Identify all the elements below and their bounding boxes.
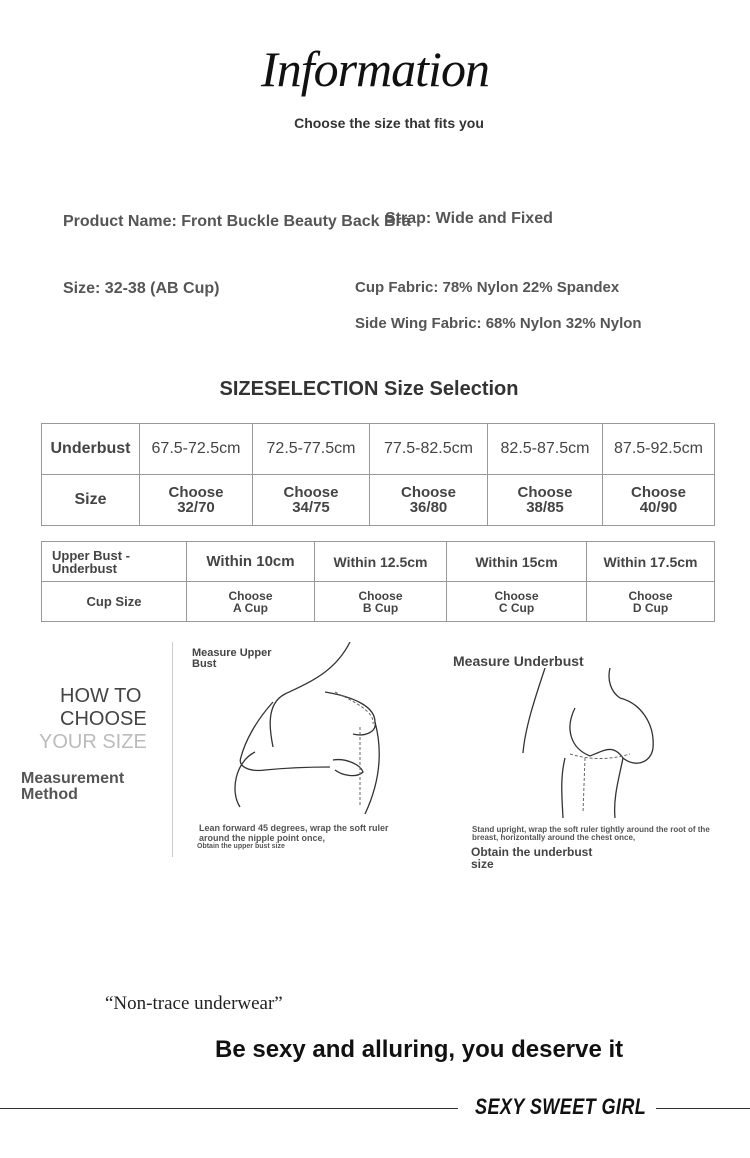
bust-difference: Within 17.5cm — [587, 542, 715, 582]
footer-line-right — [656, 1108, 750, 1109]
size-option-value: 40/90 — [639, 499, 678, 516]
divider — [172, 642, 173, 857]
quote: “Non-trace underwear” — [105, 993, 283, 1014]
underbust-range: 87.5-92.5cm — [603, 424, 715, 475]
cup-option-label: Choose — [628, 588, 673, 603]
size-row-header: Size — [42, 475, 140, 526]
cup-option-value: D Cup — [632, 600, 669, 615]
size-option-value: 34/75 — [292, 499, 330, 516]
cup-option-label: Choose — [228, 588, 273, 603]
size-option — [488, 475, 603, 526]
upper-bust-illustration — [225, 642, 405, 814]
bust-difference: Within 12.5cm — [315, 542, 447, 582]
size-option-value: 32/70 — [177, 499, 215, 516]
brand-name: SEXY SWEET GIRL — [475, 1094, 647, 1119]
size-option-value: 38/85 — [526, 499, 564, 516]
underbust-row-header: Underbust — [42, 424, 140, 475]
cup-option-value: C Cup — [498, 600, 535, 615]
cup-fabric: Cup Fabric: 78% Nylon 22% Spandex — [355, 279, 620, 296]
cup-option — [187, 582, 315, 622]
underbust-label: Measure Underbust — [453, 653, 584, 669]
upper-bust-note: Obtain the upper bust size — [197, 843, 285, 850]
size-option — [253, 475, 370, 526]
tagline: Be sexy and alluring, you deserve it — [215, 1036, 624, 1063]
upper-bust-label: Measure Upper Bust — [192, 647, 272, 670]
underbust-range: 82.5-87.5cm — [488, 424, 603, 475]
underbust-illustration — [515, 668, 675, 818]
size-option-label: Choose — [400, 484, 456, 501]
cup-option — [587, 582, 715, 622]
size-option-value: 36/80 — [409, 499, 448, 516]
size-option — [140, 475, 253, 526]
cup-option-label: Choose — [494, 588, 539, 603]
upper-bust-instruction: Lean forward 45 degrees, wrap the soft ruler around the nipple point once, — [199, 823, 389, 843]
cup-option-value: A Cup — [233, 600, 268, 615]
underbust-note: Obtain the underbust size — [471, 845, 593, 871]
cup-option — [447, 582, 587, 622]
how-to-heading — [39, 685, 147, 754]
difference-row — [42, 542, 715, 582]
size-option-label: Choose — [517, 484, 573, 501]
footer-line-left — [0, 1108, 458, 1109]
cup-row — [42, 582, 715, 622]
bust-difference: Within 15cm — [447, 542, 587, 582]
underbust-range: 67.5-72.5cm — [140, 424, 253, 475]
cup-option-value: B Cup — [362, 600, 399, 615]
measurement-method: Measurement Method — [21, 770, 125, 803]
product-name: Product Name: Front Buckle Beauty Back Bra — [63, 213, 411, 230]
product-size: Size: 32-38 (AB Cup) — [63, 280, 220, 297]
underbust-range: 72.5-77.5cm — [253, 424, 370, 475]
size-row — [42, 475, 715, 526]
bust-difference: Within 10cm — [187, 542, 315, 582]
page-subtitle: Choose the size that fits you — [294, 115, 484, 131]
underbust-row — [42, 424, 715, 475]
cup-option-label: Choose — [358, 588, 403, 603]
size-option — [370, 475, 488, 526]
size-option-label: Choose — [630, 484, 686, 501]
underbust-instruction: Stand upright, wrap the soft ruler tightly around the root of the breast, horizontally around the chest once, — [472, 825, 710, 842]
cup-size-table — [41, 541, 715, 622]
cup-row-header: Cup Size — [42, 582, 187, 622]
how-to-line: HOW TO — [60, 685, 142, 707]
difference-row-header: Upper Bust - Underbust — [42, 542, 187, 582]
product-strap: Strap: Wide and Fixed — [385, 210, 553, 227]
size-option-label: Choose — [168, 484, 224, 501]
size-selection-title: SIZESELECTION Size Selection — [219, 378, 519, 400]
underbust-size-table — [41, 423, 715, 526]
how-to-line: YOUR SIZE — [39, 731, 147, 753]
cup-option — [315, 582, 447, 622]
size-option — [603, 475, 715, 526]
page-title: Information — [261, 41, 489, 97]
size-option-label: Choose — [283, 484, 339, 501]
underbust-range: 77.5-82.5cm — [370, 424, 488, 475]
side-wing-fabric: Side Wing Fabric: 68% Nylon 32% Nylon — [355, 315, 642, 332]
how-to-line: CHOOSE — [60, 708, 147, 730]
